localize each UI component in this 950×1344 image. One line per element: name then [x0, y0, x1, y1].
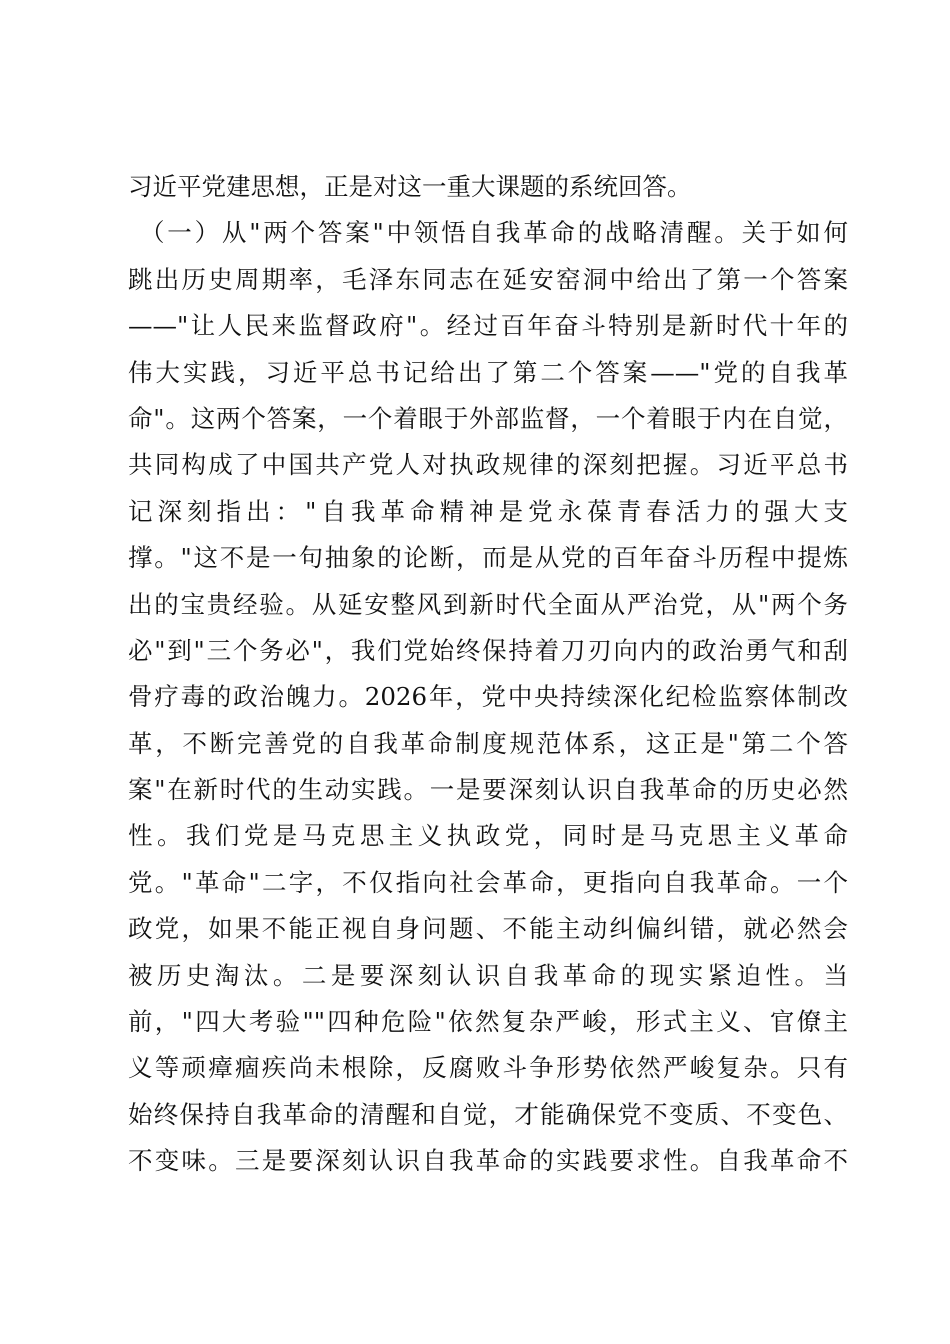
paragraph-line: ——"让人民来监督政府"。经过百年奋斗特别是新时代十年的: [128, 311, 848, 341]
paragraph-line: 跳出历史周期率，毛泽东同志在延安窑洞中给出了第一个答案: [128, 264, 848, 294]
paragraph-line: 政党，如果不能正视自身问题、不能主动纠偏纠错，就必然会: [128, 914, 848, 944]
paragraph-line: 案"在新时代的生动实践。一是要深刻认识自我革命的历史必然: [128, 775, 848, 805]
paragraph-line: 伟大实践，习近平总书记给出了第二个答案——"党的自我革: [128, 357, 848, 387]
paragraph-line: 始终保持自我革命的清醒和自觉，才能确保党不变质、不变色、: [128, 1099, 848, 1129]
paragraph-line: 出的宝贵经验。从延安整风到新时代全面从严治党，从"两个务: [128, 589, 848, 619]
paragraph-line: 骨疗毒的政治魄力。2026年，党中央持续深化纪检监察体制改: [128, 682, 848, 712]
paragraph-line: 记深刻指出："自我革命精神是党永葆青春活力的强大支: [128, 496, 848, 526]
paragraph-line: 义等顽瘴痼疾尚未根除，反腐败斗争形势依然严峻复杂。只有: [128, 1053, 848, 1083]
paragraph-line: 革，不断完善党的自我革命制度规范体系，这正是"第二个答: [128, 728, 848, 758]
document-body: [128, 164, 848, 1185]
paragraph-line: 不变味。三是要深刻认识自我革命的实践要求性。自我革命不: [128, 1146, 848, 1176]
paragraph-line: 撑。"这不是一句抽象的论断，而是从党的百年奋斗历程中提炼: [128, 543, 848, 573]
paragraph-line: 党。"革命"二字，不仅指向社会革命，更指向自我革命。一个: [128, 867, 848, 897]
paragraph-line: 被历史淘汰。二是要深刻认识自我革命的现实紧迫性。当: [128, 960, 848, 990]
section-heading-line: （一）从"两个答案"中领悟自我革命的战略清醒。关于如何: [140, 218, 848, 248]
paragraph-line: 必"到"三个务必"，我们党始终保持着刀刃向内的政治勇气和刮: [128, 635, 848, 665]
paragraph-line: 性。我们党是马克思主义执政党，同时是马克思主义革命: [128, 821, 848, 851]
paragraph-line: 共同构成了中国共产党人对执政规律的深刻把握。习近平总书: [128, 450, 848, 480]
paragraph-line: 前，"四大考验""四种危险"依然复杂严峻，形式主义、官僚主: [128, 1007, 848, 1037]
paragraph-line: 命"。这两个答案，一个着眼于外部监督，一个着眼于内在自觉，: [128, 403, 848, 433]
paragraph-line: 习近平党建思想，正是对这一重大课题的系统回答。: [128, 172, 692, 201]
